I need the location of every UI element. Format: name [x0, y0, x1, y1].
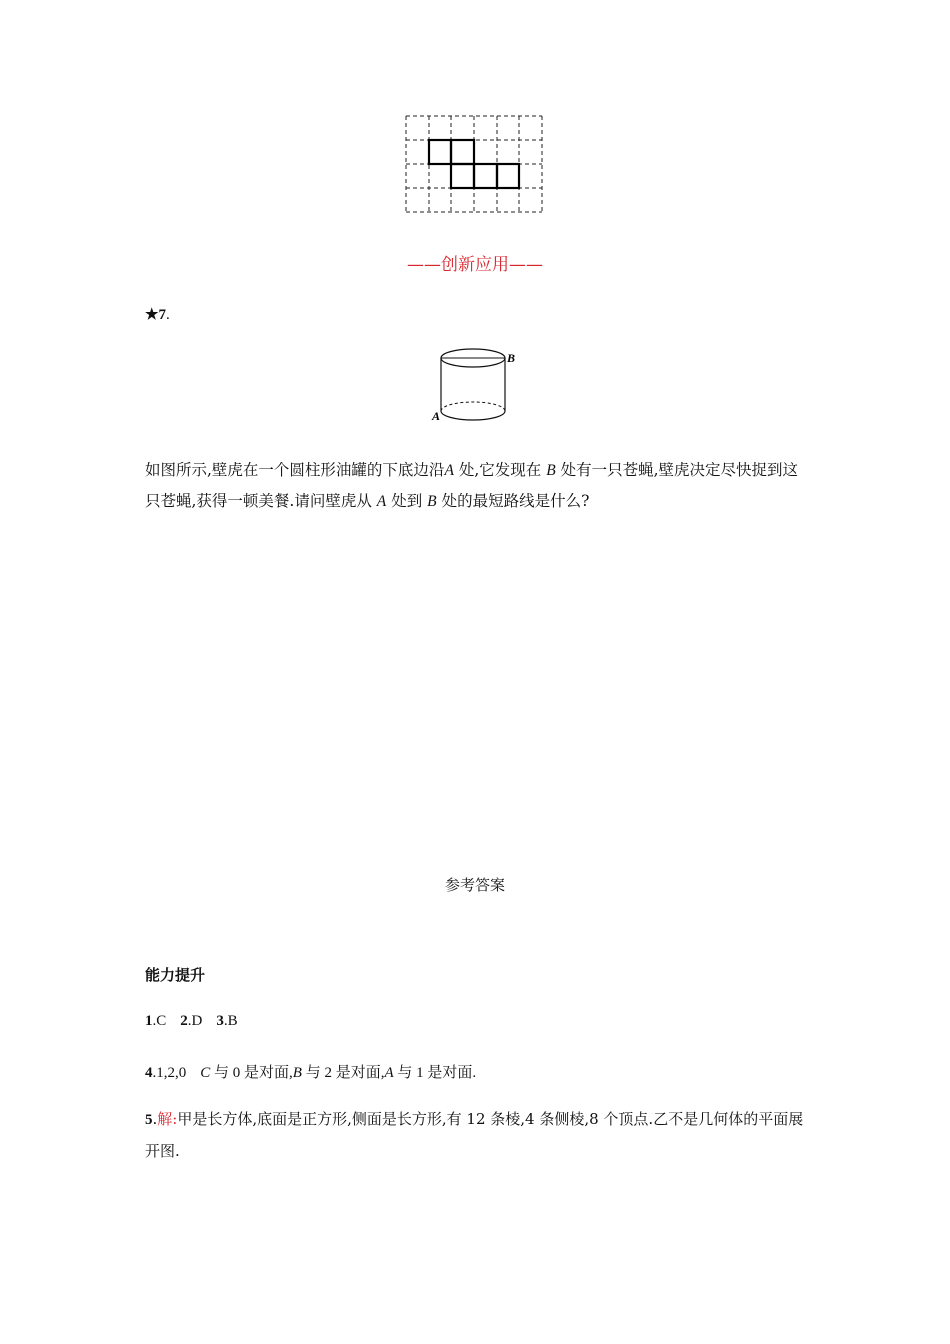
- answers-1-3: 1.C 2.D 3.B: [145, 1013, 238, 1029]
- question-number: ★7.: [145, 307, 170, 323]
- question-7-text: 如图所示,壁虎在一个圆柱形油罐的下底边沿A 处,它发现在 B 处有一只苍蝇,壁虎决定尽快捉到这只苍蝇,获得一顿美餐.请问壁虎从 A 处到 B 处的最短路线是什么?: [145, 461, 799, 510]
- answer-4: 4.1,2,0 C 与 0 是对面,B 与 2 是对面,A 与 1 是对面.: [145, 1065, 477, 1081]
- solution-label: 解:: [157, 1110, 178, 1128]
- point-b-label: B: [507, 351, 516, 365]
- ability-heading: 能力提升: [145, 966, 206, 984]
- grid-net-figure: [405, 115, 545, 219]
- section-title: ——创新应用——: [407, 255, 543, 275]
- answers-title: 参考答案: [444, 876, 505, 894]
- cylinder-figure: [430, 343, 525, 437]
- point-a-label: A: [432, 409, 441, 423]
- answer-5: 5.解:甲是长方体,底面是正方形,侧面是长方形,有 12 条棱,4 条侧棱,8 个顶点.乙不是几何体的平面展开图.: [145, 1110, 804, 1160]
